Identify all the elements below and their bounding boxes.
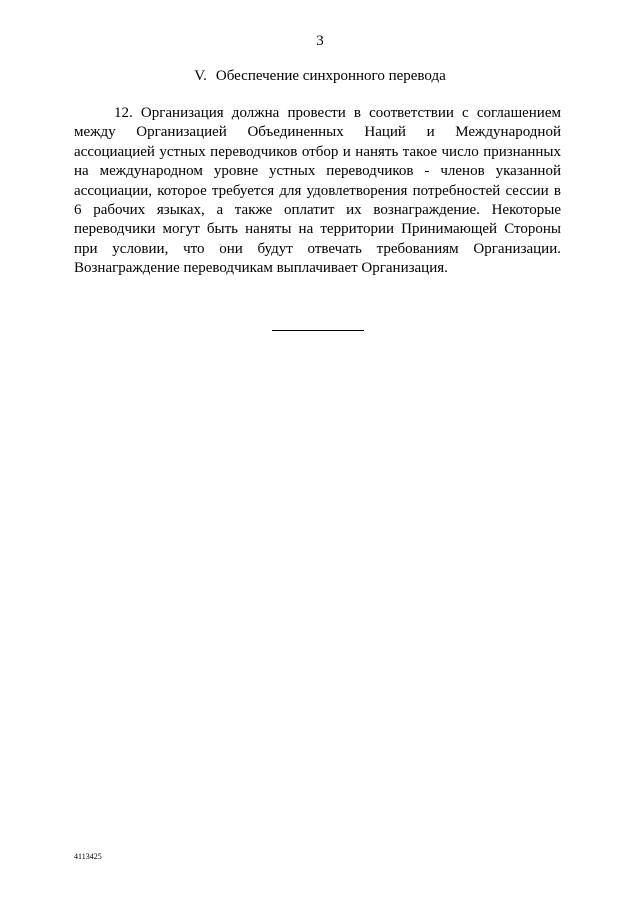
paragraph-12: 12. Организация должна провести в соответствии с соглашением между Организацией Объединенных Наций и Международной ассоциацией устных переводчиков отбор и нанять такое число признанных на международном уровне устных переводчиков - членов указанной ассоциации, которое требуется для удовлетворения потребностей сессии в 6 рабочих языках, а также оплатит их вознаграждение. Некоторые переводчики могут быть наняты на территории Принимающей Стороны при условии, что они будут отвечать требованиям Организации. Вознаграждение переводчикам выплачивает Организация. bbox=[74, 105, 561, 277]
document-id: 4113425 bbox=[74, 852, 102, 861]
separator-line bbox=[272, 330, 364, 331]
section-number: V. bbox=[194, 68, 207, 84]
page-number: 3 bbox=[316, 33, 324, 49]
section-title: Обеспечение синхронного перевода bbox=[215, 68, 446, 84]
section-heading bbox=[0, 67, 640, 85]
